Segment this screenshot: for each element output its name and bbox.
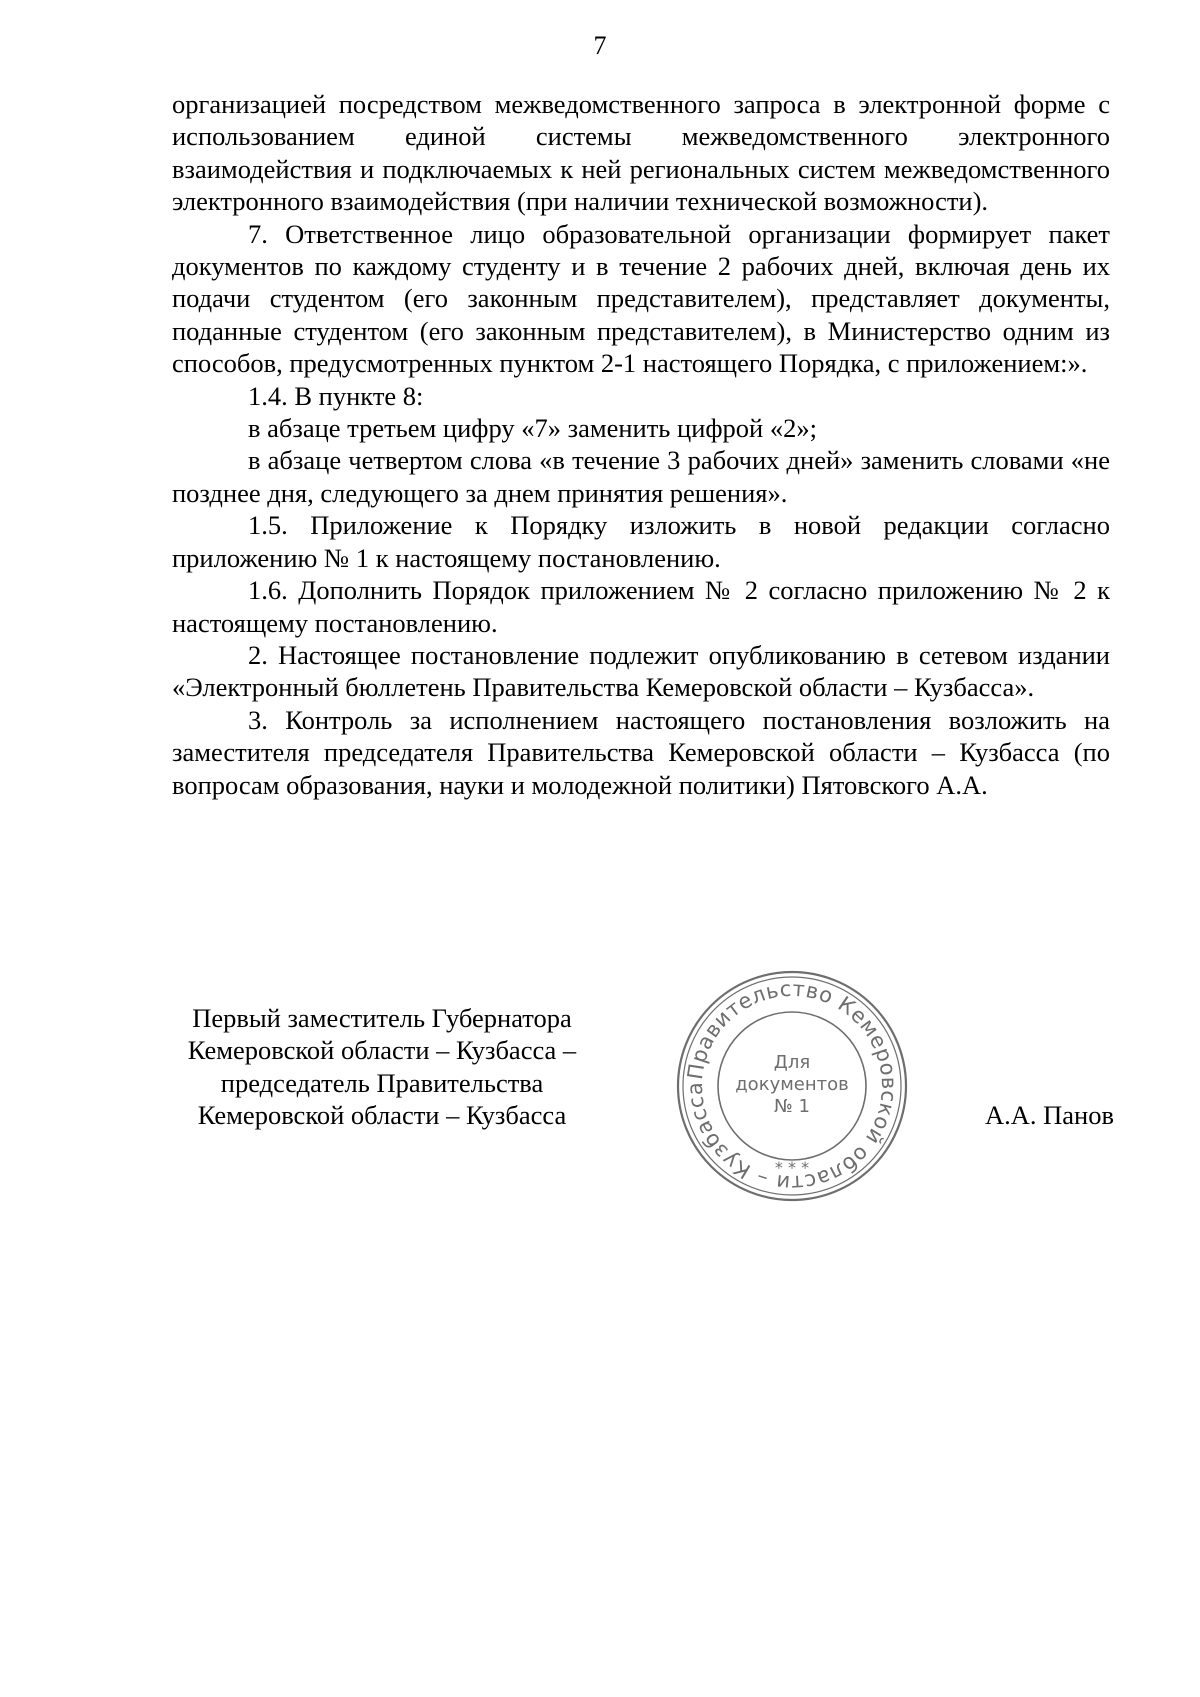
signature-position-line: председатель Правительства (220, 1067, 544, 1098)
paragraph: 1.6. Дополнить Порядок приложением № 2 согласно приложению № 2 к настоящему постановлению. (172, 575, 1110, 638)
paragraph: 1.4. В пункте 8: (248, 380, 424, 411)
paragraph: в абзаце четвертом слова «в течение 3 рабочих дней» заменить словами «не позднее дня, следующего за днем принятия решения». (172, 445, 1110, 508)
paragraph: 2. Настоящее постановление подлежит опубликованию в сетевом издании «Электронный бюллетень Правительства Кемеровской области – Кузбасса». (172, 639, 1110, 703)
paragraph: в абзаце третьем цифру «7» заменить цифрой «2»; (248, 413, 817, 444)
signer-name: А.А. Панов (985, 1100, 1114, 1130)
official-seal (672, 966, 912, 1206)
signature-position-line: Первый заместитель Губернатора (192, 1003, 572, 1033)
paragraph: 7. Ответственное лицо образовательной организации формирует пакет документов по каждому студенту и в течение 2 рабочих дней, включая день их подачи студентом (его законным представителем), представляет документы, поданные студентом (его законным представителем), в Министерство одним из способов, предусмотренных пунктом 2-1 настоящего Порядка, с приложением:». (172, 218, 1110, 379)
signature-position-line: Кемеровской области – Кузбасса (197, 1100, 567, 1131)
seal-ring-textpath: Правительство Кемеровской области – Кузбасса (682, 976, 902, 1196)
seal-center-line: № 1 (774, 1096, 810, 1117)
seal-center-line: Для (773, 1052, 811, 1073)
signature-position-line: Кемеровской области – Кузбасса – (187, 1035, 577, 1066)
seal-stars: * * * (774, 1158, 810, 1177)
document-body (172, 88, 1110, 801)
signature-position (166, 1002, 598, 1132)
paragraph: организацией посредством межведомственного запроса в электронной форме с использованием единой системы межведомственного электронного взаимодействия и подключаемых к ней региональных систем межведомственного электронного взаимодействия (при наличии технической возможности). (172, 89, 1110, 217)
seal-center-line: документов (735, 1074, 849, 1095)
paragraph: 1.5. Приложение к Порядку изложить в новой редакции согласно приложению № 1 к настоящему постановлению. (172, 510, 1110, 573)
paragraph: 3. Контроль за исполнением настоящего постановления возложить на заместителя председателя Правительства Кемеровской области – Кузбасса (по вопросам образования, науки и молодежной политики) Пятовского А.А. (172, 704, 1110, 800)
page-number: 7 (593, 31, 607, 60)
